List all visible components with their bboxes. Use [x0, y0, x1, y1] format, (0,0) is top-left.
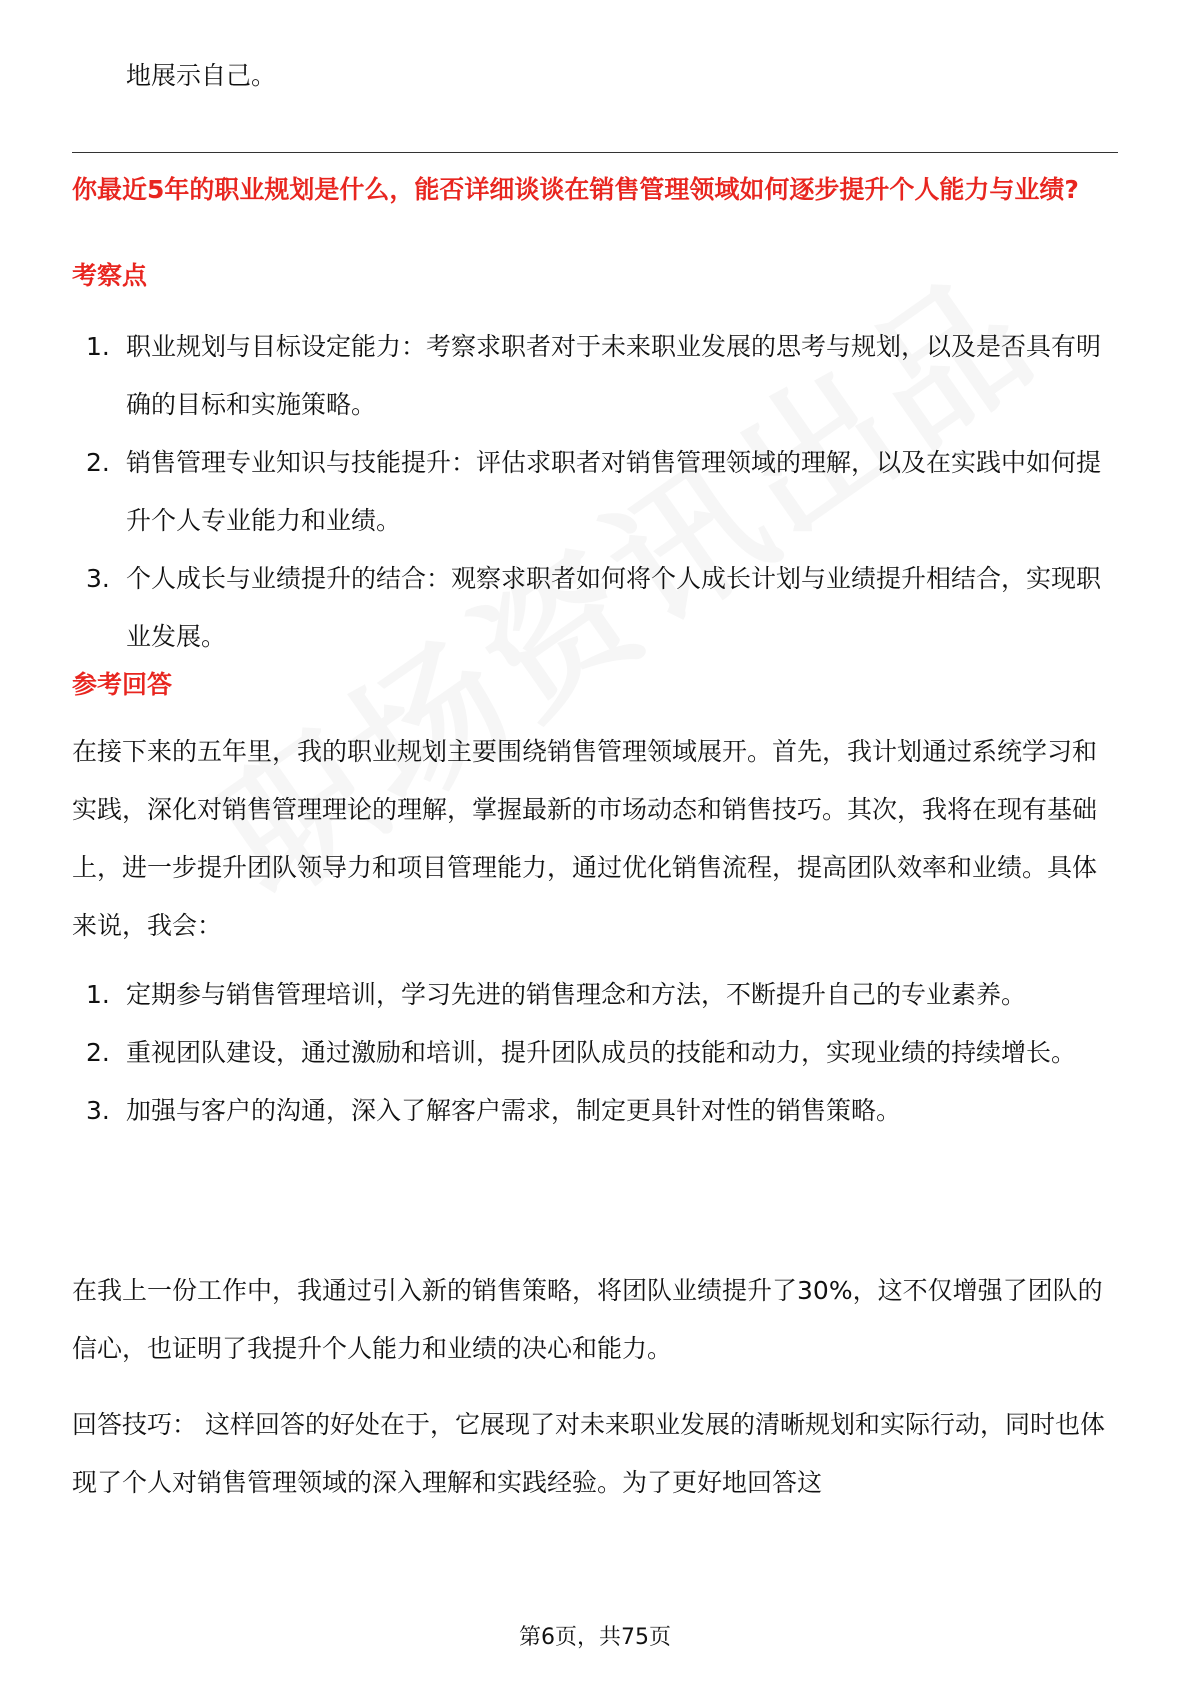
answer-experience: 在我上一份工作中，我通过引入新的销售策略，将团队业绩提升了30%，这不仅增强了团队的信心，也证明了我提升个人能力和业绩的决心和能力。 [72, 1276, 1103, 1363]
list-number: 3. [86, 1096, 110, 1125]
list-item [72, 318, 1118, 434]
list-number: 1. [86, 980, 110, 1009]
list-number: 2. [86, 448, 110, 477]
page-footer: 第6页，共75页 [519, 1625, 671, 1650]
list-item [72, 434, 1118, 550]
list-text: 销售管理专业知识与技能提升：评估求职者对销售管理领域的理解，以及在实践中如何提升个人专业能力和业绩。 [126, 448, 1102, 535]
list-text: 个人成长与业绩提升的结合：观察求职者如何将个人成长计划与业绩提升相结合，实现职业发展。 [126, 564, 1102, 651]
list-number: 3. [86, 564, 110, 593]
answer-intro: 在接下来的五年里，我的职业规划主要围绕销售管理领域展开。首先，我计划通过系统学习和实践，深化对销售管理理论的理解，掌握最新的市场动态和销售技巧。其次，我将在现有基础上，进一步提升团队领导力和项目管理能力，通过优化销售流程，提高团队效率和业绩。具体来说，我会： [72, 737, 1098, 940]
examine-list [72, 318, 1118, 666]
list-text: 加强与客户的沟通，深入了解客户需求，制定更具针对性的销售策略。 [126, 1096, 902, 1125]
answer-list [72, 966, 1118, 1140]
list-number: 2. [86, 1038, 110, 1067]
examine-heading: 考察点 [72, 261, 148, 290]
continued-text: 地展示自己。 [126, 61, 277, 90]
list-text: 重视团队建设，通过激励和培训，提升团队成员的技能和动力，实现业绩的持续增长。 [126, 1038, 1077, 1067]
list-item [72, 1024, 1118, 1082]
section-divider [72, 152, 1118, 153]
answer-tips: 回答技巧： 这样回答的好处在于，它展现了对未来职业发展的清晰规划和实际行动，同时也体现了个人对销售管理领域的深入理解和实践经验。为了更好地回答这 [72, 1410, 1105, 1497]
list-text: 职业规划与目标设定能力：考察求职者对于未来职业发展的思考与规划，以及是否具有明确的目标和实施策略。 [126, 332, 1102, 419]
question-title: 你最近5年的职业规划是什么，能否详细谈谈在销售管理领域如何逐步提升个人能力与业绩? [72, 175, 1079, 204]
list-text: 定期参与销售管理培训，学习先进的销售理念和方法，不断提升自己的专业素养。 [126, 980, 1027, 1009]
list-item [72, 1082, 1118, 1140]
list-item [72, 550, 1118, 666]
answer-heading: 参考回答 [72, 670, 173, 699]
list-item [72, 966, 1118, 1024]
list-number: 1. [86, 332, 110, 361]
